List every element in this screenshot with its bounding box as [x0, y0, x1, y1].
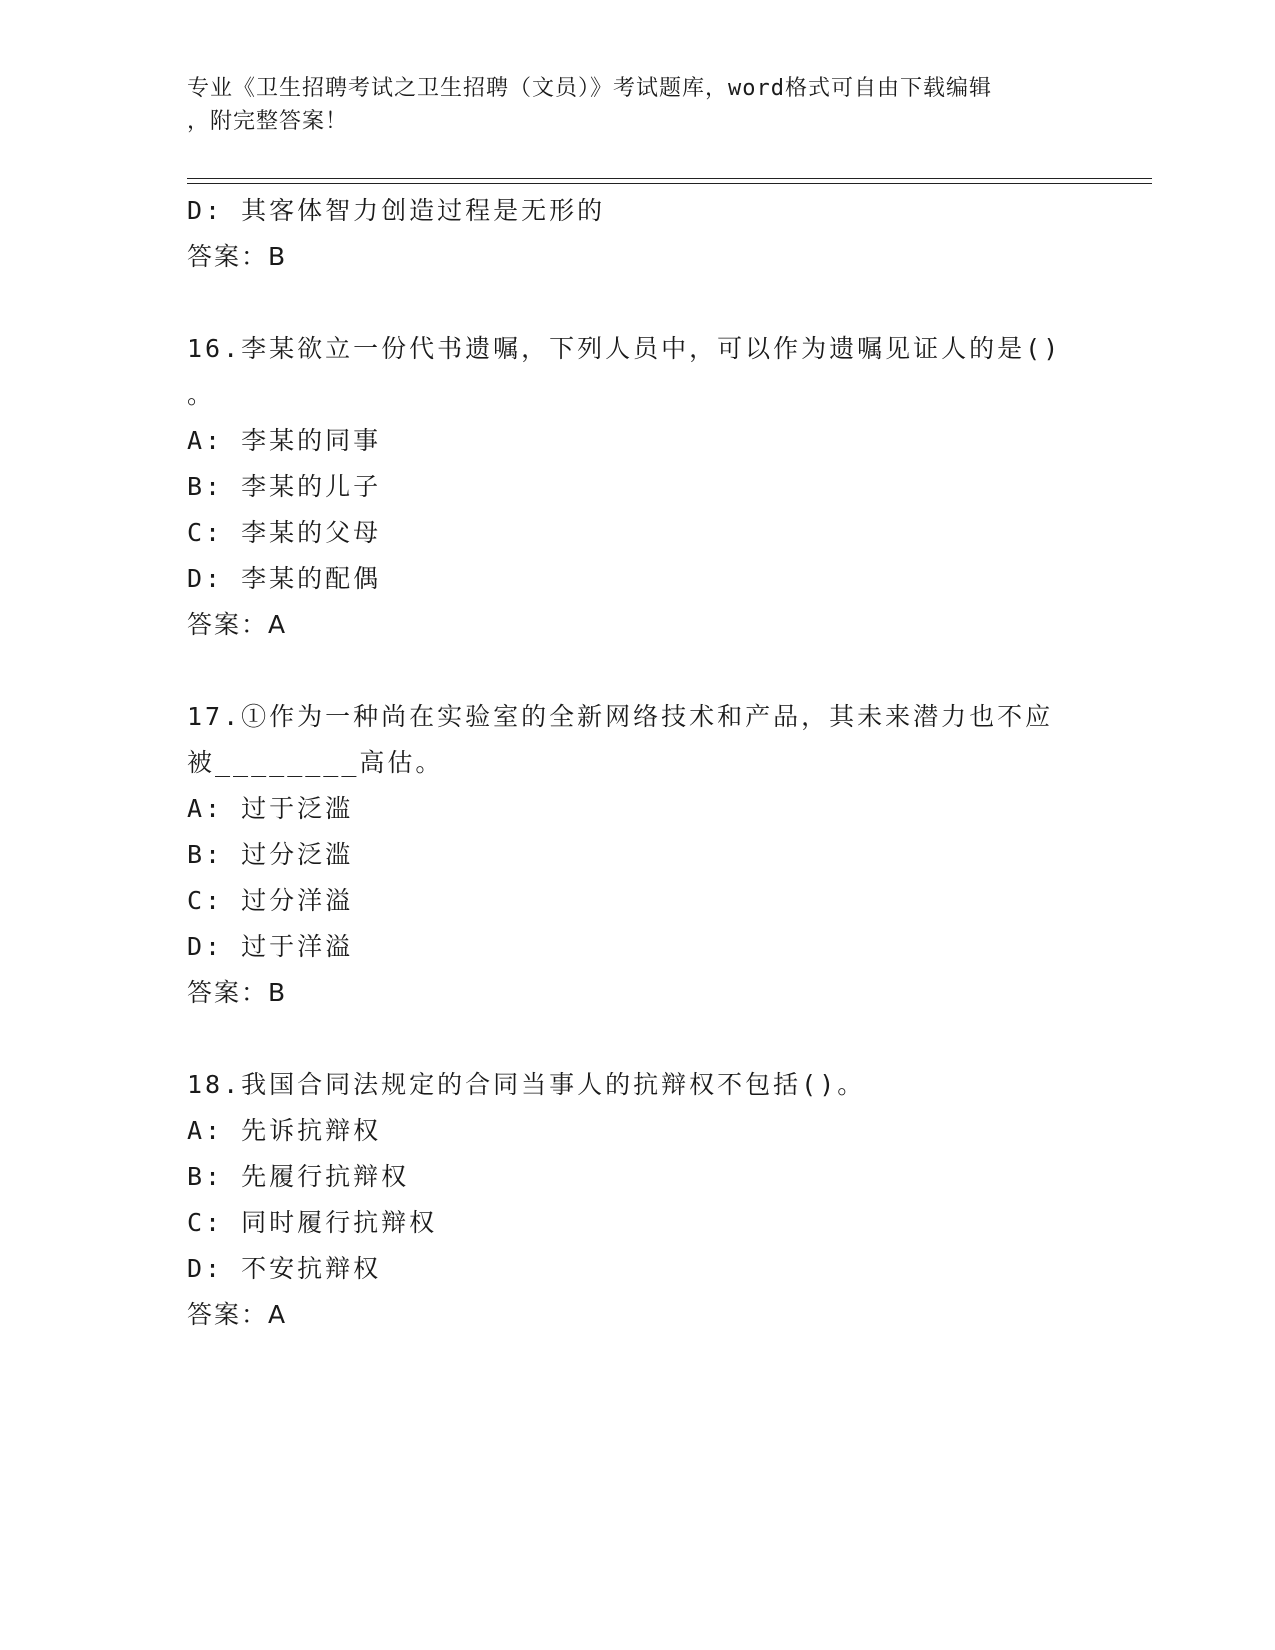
question-18	[187, 1062, 1107, 1338]
question-18-stem: 18.我国合同法规定的合同当事人的抗辩权不包括()。	[187, 1070, 866, 1099]
question-16	[187, 326, 1107, 648]
question-16-answer: 答案：A	[187, 610, 288, 639]
spacer	[187, 648, 1107, 694]
prev-answer: 答案：B	[187, 242, 288, 271]
document-header	[187, 72, 1067, 138]
question-18-option-d: D: 不安抗辩权	[187, 1254, 382, 1283]
question-content	[187, 188, 1107, 1338]
question-17-stem-cont: 被________高估。	[187, 748, 444, 777]
question-17-option-a: A: 过于泛滥	[187, 794, 354, 823]
question-16-stem-cont: 。	[187, 380, 216, 409]
question-17	[187, 694, 1107, 1016]
question-18-option-c: C: 同时履行抗辩权	[187, 1208, 438, 1237]
question-17-stem: 17.①作为一种尚在实验室的全新网络技术和产品，其未来潜力也不应	[187, 702, 1054, 731]
question-16-option-b: B: 李某的儿子	[187, 472, 382, 501]
header-line-1: 专业《卫生招聘考试之卫生招聘（文员）》考试题库，word格式可自由下载编辑	[187, 76, 992, 101]
header-line-2: ，附完整答案！	[187, 109, 349, 134]
question-17-option-c: C: 过分洋溢	[187, 886, 354, 915]
header-divider-top	[187, 178, 1152, 179]
question-18-answer: 答案：A	[187, 1300, 288, 1329]
question-18-option-b: B: 先履行抗辩权	[187, 1162, 410, 1191]
question-16-option-a: A: 李某的同事	[187, 426, 382, 455]
question-18-option-a: A: 先诉抗辩权	[187, 1116, 382, 1145]
question-16-stem: 16.李某欲立一份代书遗嘱，下列人员中，可以作为遗嘱见证人的是()	[187, 334, 1062, 363]
prev-option-d: D: 其客体智力创造过程是无形的	[187, 196, 606, 225]
question-16-option-d: D: 李某的配偶	[187, 564, 382, 593]
spacer	[187, 280, 1107, 326]
spacer	[187, 1016, 1107, 1062]
question-17-option-d: D: 过于洋溢	[187, 932, 354, 961]
question-17-answer: 答案：B	[187, 978, 288, 1007]
header-divider-bottom	[187, 183, 1152, 184]
question-17-option-b: B: 过分泛滥	[187, 840, 354, 869]
question-16-option-c: C: 李某的父母	[187, 518, 382, 547]
